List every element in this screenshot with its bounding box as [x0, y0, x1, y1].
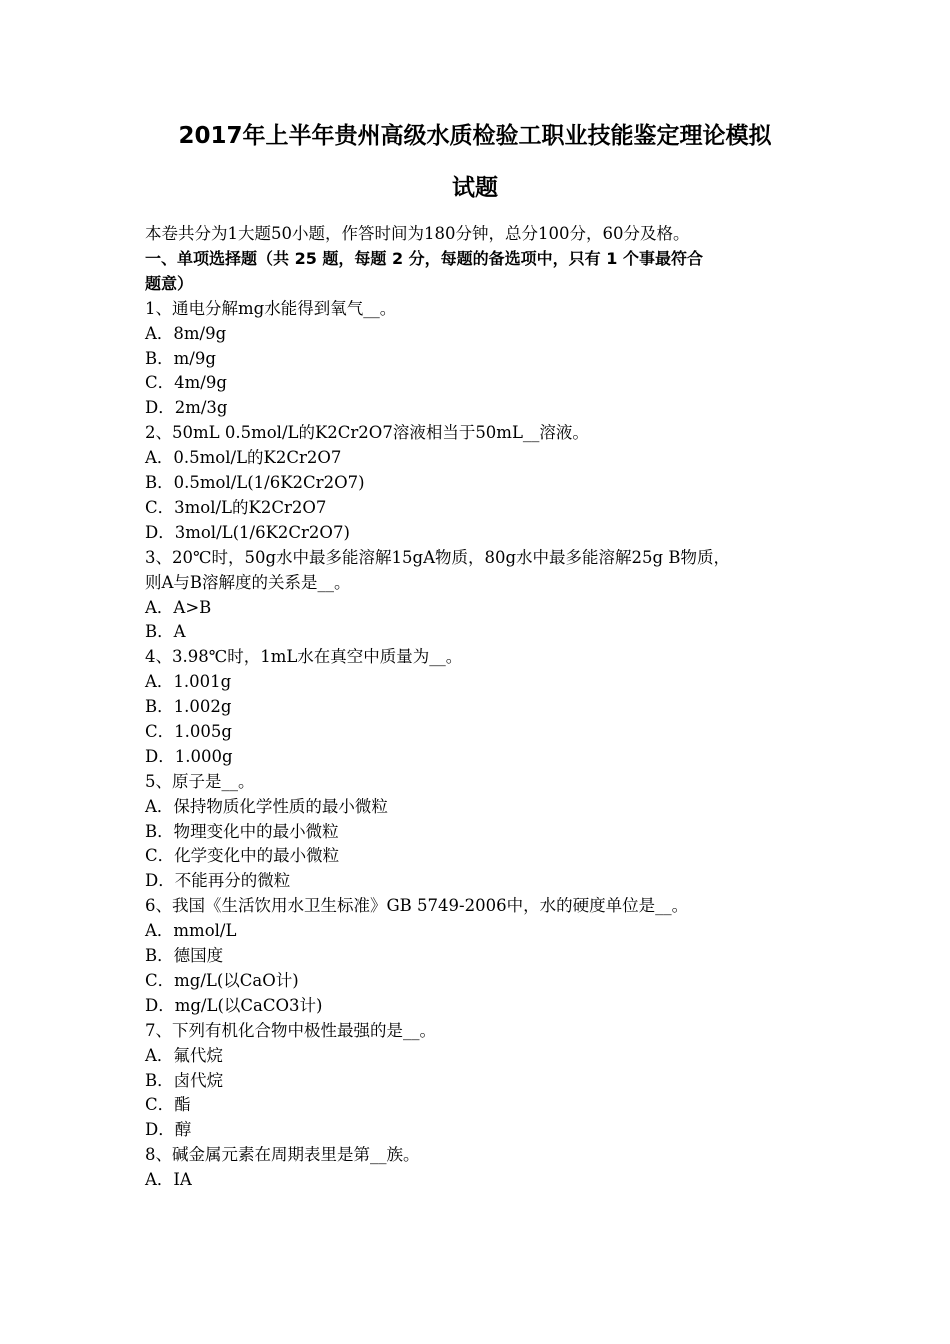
question-1-option-b: B．m/9g	[145, 349, 216, 368]
question-2-option-b: B．0.5mol/L(1/6K2Cr2O7)	[145, 473, 365, 492]
question-1-option-c: C．4m/9g	[145, 373, 227, 392]
question-6-option-b: B．德国度	[145, 946, 224, 965]
question-8-stem: 8、碱金属元素在周期表里是第__族。	[145, 1145, 420, 1164]
question-5-option-c: C．化学变化中的最小微粒	[145, 846, 340, 865]
question-3-option-b: B．A	[145, 622, 186, 641]
question-2-option-a: A．0.5mol/L的K2Cr2O7	[145, 448, 342, 467]
question-6-option-c: C．mg/L(以CaO计)	[145, 971, 299, 990]
document-title-line-2: 试题	[452, 175, 498, 201]
question-4-option-a: A．1.001g	[145, 672, 232, 691]
exam-intro: 本卷共分为1大题50小题，作答时间为180分钟，总分100分，60分及格。	[145, 224, 690, 243]
question-5-option-a: A．保持物质化学性质的最小微粒	[145, 797, 388, 816]
question-7-option-c: C．酯	[145, 1095, 191, 1114]
question-3-stem-line-1: 3、20℃时，50g水中最多能溶解15gA物质，80g水中最多能溶解25g B物质，	[145, 548, 730, 567]
question-3-stem-line-2: 则A与B溶解度的关系是__。	[145, 573, 351, 592]
question-2-option-d: D．3mol/L(1/6K2Cr2O7)	[145, 523, 350, 542]
question-7-option-b: B．卤代烷	[145, 1071, 224, 1090]
question-1-stem: 1、通电分解mg水能得到氧气__。	[145, 299, 397, 318]
question-7-option-a: A．氟代烷	[145, 1046, 223, 1065]
question-6-stem: 6、我国《生活饮用水卫生标准》GB 5749-2006中，水的硬度单位是__。	[145, 896, 689, 915]
question-7-stem: 7、下列有机化合物中极性最强的是__。	[145, 1021, 436, 1040]
question-6-option-a: A．mmol/L	[145, 921, 237, 940]
question-7-option-d: D．醇	[145, 1120, 192, 1139]
section-heading-line-1: 一、单项选择题（共 25 题，每题 2 分，每题的备选项中，只有 1 个事最符合	[145, 249, 703, 268]
question-5-stem: 5、原子是__。	[145, 772, 255, 791]
question-3-option-a: A．A>B	[145, 598, 212, 617]
question-4-option-d: D．1.000g	[145, 747, 233, 766]
section-heading-line-2: 题意）	[145, 274, 194, 293]
question-8-option-a: A．ⅠA	[145, 1170, 192, 1189]
question-2-option-c: C．3mol/L的K2Cr2O7	[145, 498, 327, 517]
question-4-stem: 4、3.98℃时，1mL水在真空中质量为__。	[145, 647, 463, 666]
document-title-line-1: 2017年上半年贵州高级水质检验工职业技能鉴定理论模拟	[178, 123, 772, 149]
question-5-option-d: D．不能再分的微粒	[145, 871, 291, 890]
question-5-option-b: B．物理变化中的最小微粒	[145, 822, 339, 841]
question-2-stem: 2、50mL 0.5mol/L的K2Cr2O7溶液相当于50mL__溶液。	[145, 423, 589, 442]
question-1-option-a: A．8m/9g	[145, 324, 227, 343]
question-4-option-b: B．1.002g	[145, 697, 232, 716]
question-6-option-d: D．mg/L(以CaCO3计)	[145, 996, 323, 1015]
question-1-option-d: D．2m/3g	[145, 398, 228, 417]
question-4-option-c: C．1.005g	[145, 722, 232, 741]
